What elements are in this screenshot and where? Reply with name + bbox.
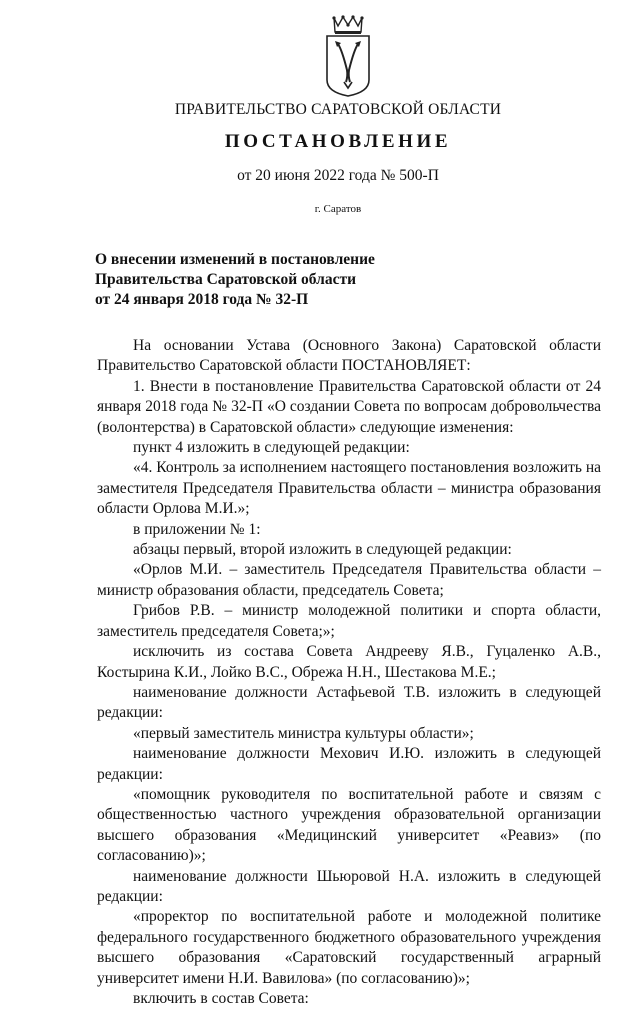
body-paragraph: «помощник руководителя по воспитательной работе и связям с общественностью частного учреждения образовательной организации высшего образования «Медицинский университет «Реавиз» (по согласованию)»;: [97, 785, 601, 865]
document-body: [97, 336, 601, 1009]
body-paragraph: На основании Устава (Основного Закона) Саратовской области Правительство Саратовской области ПОСТАНОВЛЯЕТ:: [97, 337, 601, 375]
body-paragraph: в приложении № 1:: [133, 520, 261, 538]
document-date-number: от 20 июня 2022 года № 500-П: [237, 167, 439, 184]
body-paragraph: наименование должности Мехович И.Ю. изложить в следующей редакции:: [97, 745, 601, 783]
body-paragraph: «Орлов М.И. – заместитель Председателя Правительства области – министр образования области, председатель Совета;: [97, 561, 601, 599]
body-paragraph: пункт 4 изложить в следующей редакции:: [133, 439, 410, 457]
body-paragraph: 1. Внести в постановление Правительства Саратовской области от 24 января 2018 года № 32-П «О создании Совета по вопросам добровольчества (волонтерства) в Саратовской области» следующие изменения:: [97, 377, 601, 436]
subject-line: О внесении изменений в постановление: [95, 251, 375, 268]
body-paragraph: наименование должности Астафьевой Т.В. изложить в следующей редакции:: [97, 683, 601, 722]
body-paragraph: включить в состав Совета:: [133, 990, 309, 1007]
body-paragraph: «проректор по воспитательной работе и молодежной политике федерального государственного бюджетного образовательного учреждения высшего образования «Саратовский государственный аграрный университет имени Н.И. Вавилова» (по согласованию)»;: [97, 908, 601, 987]
body-paragraph: «4. Контроль за исполнением настоящего постановления возложить на заместителя Председателя Правительства области – министра образования области Орлова М.И.»;: [97, 459, 601, 518]
body-paragraph: абзацы первый, второй изложить в следующей редакции:: [133, 541, 512, 559]
document-subject: [95, 250, 375, 310]
subject-line: от 24 января 2018 года № 32-П: [95, 291, 309, 308]
issuing-authority: ПРАВИТЕЛЬСТВО САРАТОВСКОЙ ОБЛАСТИ: [174, 101, 502, 118]
document-type-title: ПОСТАНОВЛЕНИЕ: [224, 131, 452, 152]
body-paragraph: Грибов Р.В. – министр молодежной политики и спорта области, заместитель председателя Совета;»;: [97, 602, 601, 640]
body-paragraph: «первый заместитель министра культуры области»;: [133, 724, 474, 742]
body-paragraph: наименование должности Шьюровой Н.А. изложить в следующей редакции:: [97, 867, 601, 905]
saratov-coat-of-arms-icon: [320, 14, 376, 98]
body-paragraph: исключить из состава Совета Андрееву Я.В., Гуцаленко А.В., Костырина К.И., Лойко В.С., Обрежа Н.Н., Шестакова М.Е.;: [97, 643, 601, 681]
subject-line: Правительства Саратовской области: [95, 271, 356, 288]
document-city: г. Саратов: [314, 203, 362, 215]
